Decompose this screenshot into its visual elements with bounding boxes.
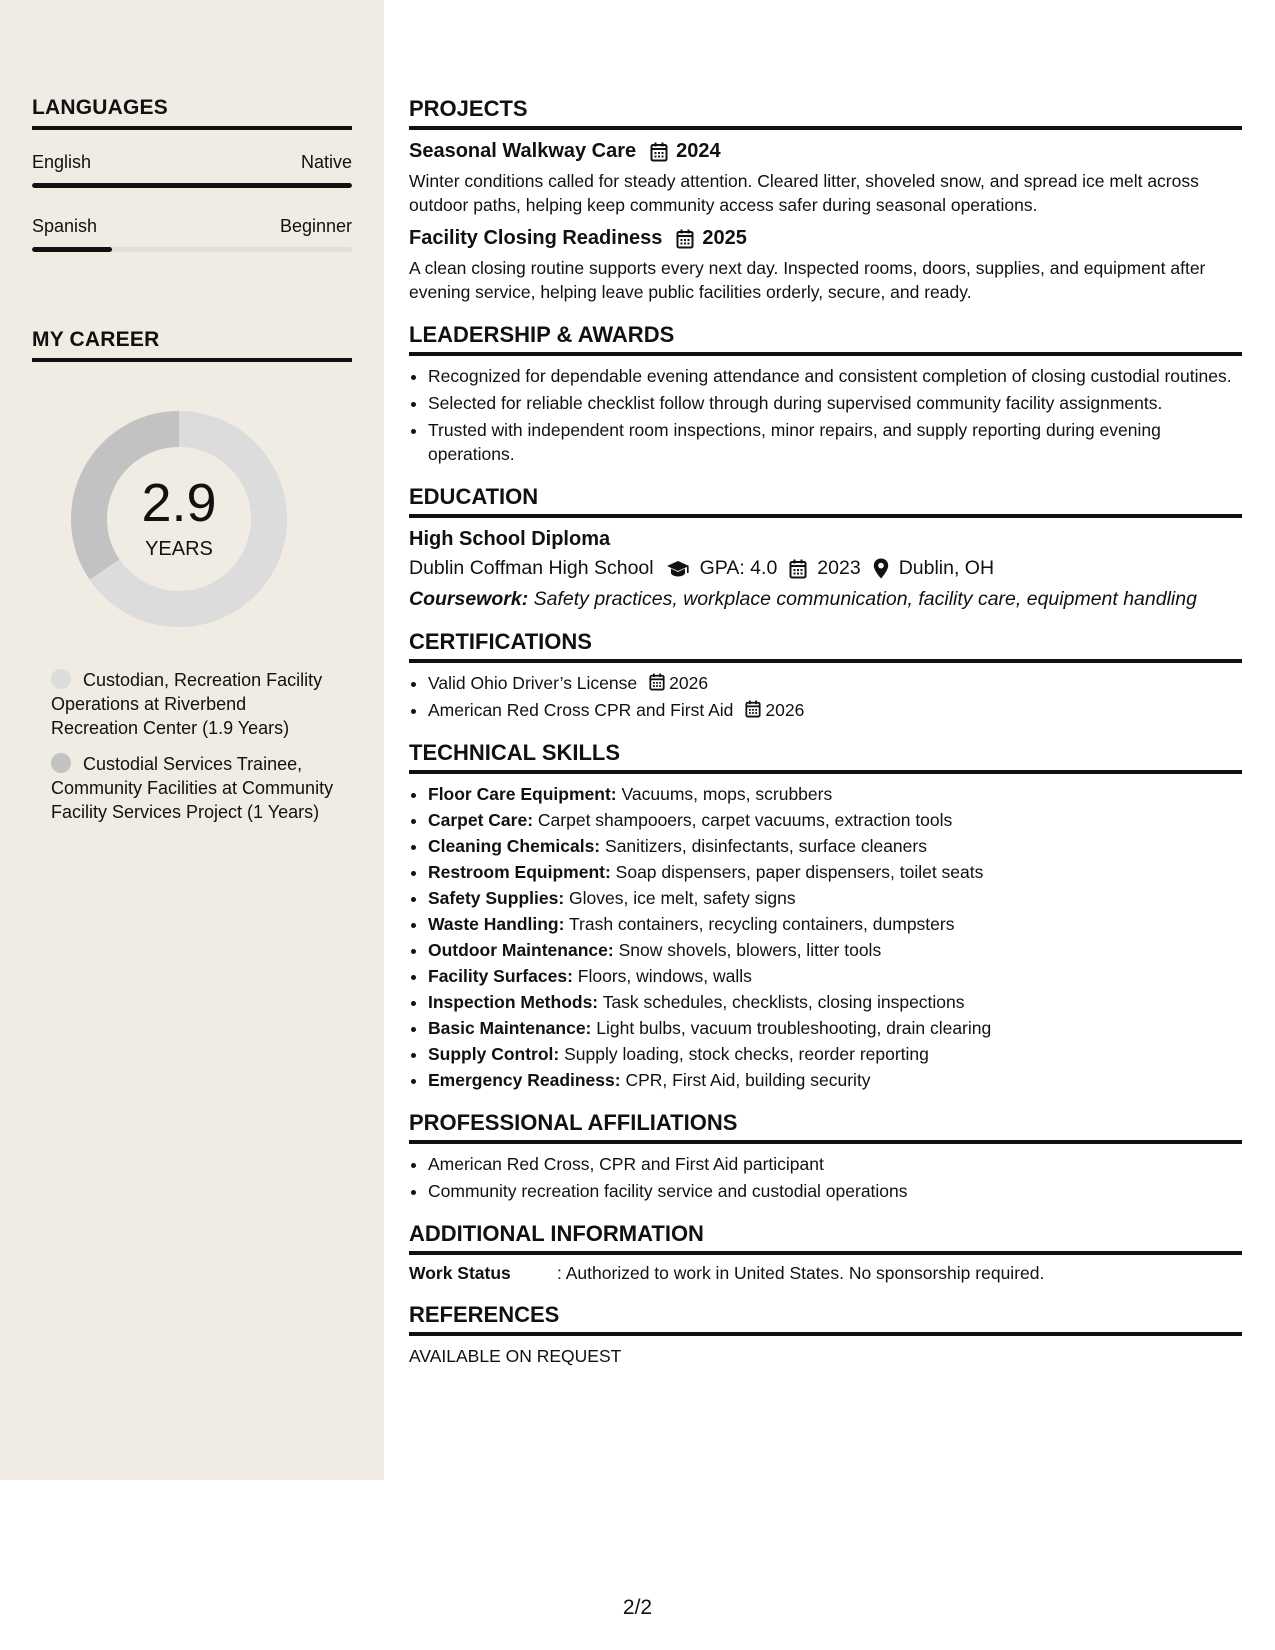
certification-year: 2026 bbox=[765, 700, 805, 720]
career-legend-dot bbox=[51, 669, 71, 689]
skill-value: Soap dispensers, paper dispensers, toilet seats bbox=[615, 862, 984, 882]
coursework-text: Safety practices, workplace communication, facility care, equipment handling bbox=[533, 588, 1197, 610]
skill-value: Task schedules, checklists, closing inspections bbox=[602, 992, 965, 1012]
leadership-heading: LEADERSHIP & AWARDS bbox=[409, 322, 1242, 356]
affiliation-item: • Community recreation facility service and custodial operations bbox=[428, 1179, 1242, 1203]
skill-label: Outdoor Maintenance: bbox=[428, 940, 614, 960]
main-content bbox=[409, 96, 1242, 1385]
language-proficiency-fill bbox=[32, 247, 112, 252]
skill-label: Emergency Readiness: bbox=[428, 1070, 621, 1090]
career-total-value: 2.9 bbox=[141, 473, 217, 533]
references-section bbox=[409, 1302, 1242, 1367]
language-item bbox=[32, 216, 352, 252]
page-number: 2/2 bbox=[622, 1596, 653, 1619]
certification-item bbox=[428, 698, 1242, 722]
additional-section bbox=[409, 1221, 1242, 1284]
languages-list bbox=[32, 152, 352, 252]
work-status-row bbox=[409, 1263, 1242, 1284]
skill-label: Restroom Equipment: bbox=[428, 862, 611, 882]
education-location: Dublin, OH bbox=[898, 557, 995, 579]
language-level: Native bbox=[300, 152, 352, 172]
projects-heading: PROJECTS bbox=[409, 96, 1242, 130]
certification-year: 2026 bbox=[669, 673, 709, 693]
project-header bbox=[409, 227, 1242, 250]
career-legend-label: Custodian, Recreation Facility Operations at Riverbend Recreation Center (1.9 Years) bbox=[51, 670, 323, 738]
language-name: English bbox=[32, 152, 92, 172]
skill-value: Gloves, ice melt, safety signs bbox=[569, 888, 796, 908]
skill-label: Cleaning Chemicals: bbox=[428, 836, 601, 856]
language-proficiency-bar bbox=[32, 247, 352, 252]
references-heading: REFERENCES bbox=[409, 1302, 1242, 1336]
education-details bbox=[409, 557, 1242, 580]
skill-item bbox=[428, 1042, 1242, 1066]
skill-value: Sanitizers, disinfectants, surface cleaners bbox=[605, 836, 927, 856]
skill-value: Trash containers, recycling containers, dumpsters bbox=[568, 914, 955, 934]
project-item bbox=[409, 227, 1242, 304]
skills-section bbox=[409, 740, 1242, 1092]
affiliation-item: • American Red Cross, CPR and First Aid participant bbox=[428, 1152, 1242, 1176]
skills-list bbox=[409, 782, 1242, 1092]
skill-item bbox=[428, 938, 1242, 962]
graduation-cap-icon bbox=[666, 560, 690, 578]
sidebar bbox=[0, 0, 384, 1480]
skill-value: Vacuums, mops, scrubbers bbox=[621, 784, 833, 804]
additional-heading: ADDITIONAL INFORMATION bbox=[409, 1221, 1242, 1255]
career-legend-label: Custodial Services Trainee, Community Facilities at Community Facility Services Project (1 Years) bbox=[51, 754, 334, 822]
language-name: Spanish bbox=[32, 216, 98, 236]
career-legend-item bbox=[51, 668, 336, 740]
skill-value: Floors, windows, walls bbox=[577, 966, 752, 986]
skill-label: Facility Surfaces: bbox=[428, 966, 573, 986]
leadership-item: • Selected for reliable checklist follow through during supervised community facility assignments. bbox=[428, 391, 1242, 415]
career-legend-item bbox=[51, 752, 336, 824]
skill-item bbox=[428, 990, 1242, 1014]
languages-heading: LANGUAGES bbox=[32, 96, 352, 130]
education-school: Dublin Coffman High School bbox=[409, 557, 654, 579]
skill-item bbox=[428, 860, 1242, 884]
certifications-section bbox=[409, 629, 1242, 722]
calendar-icon bbox=[676, 229, 694, 249]
language-row bbox=[32, 216, 352, 237]
education-degree: High School Diploma bbox=[409, 528, 611, 550]
language-level: Beginner bbox=[279, 216, 352, 236]
education-gpa: GPA: 4.0 bbox=[699, 557, 778, 579]
education-year: 2023 bbox=[817, 557, 861, 579]
language-row bbox=[32, 152, 352, 173]
certifications-heading: CERTIFICATIONS bbox=[409, 629, 1242, 663]
project-description: Winter conditions called for steady attention. Cleared litter, shoveled snow, and spread ice melt across outdoor paths, helping keep community access safer during seasonal operations. bbox=[409, 171, 1199, 215]
certifications-list bbox=[409, 671, 1242, 722]
skill-value: Light bulbs, vacuum troubleshooting, drain clearing bbox=[596, 1018, 992, 1038]
certification-name: Valid Ohio Driver’s License bbox=[428, 673, 638, 693]
calendar-icon bbox=[649, 673, 665, 691]
coursework-label: Coursework: bbox=[409, 588, 529, 610]
skill-item bbox=[428, 1016, 1242, 1040]
career-legend-dot bbox=[51, 753, 71, 773]
skill-item bbox=[428, 912, 1242, 936]
certification-item bbox=[428, 671, 1242, 695]
career-total-unit: YEARS bbox=[145, 538, 213, 560]
career-legend bbox=[32, 668, 336, 824]
education-heading: EDUCATION bbox=[409, 484, 1242, 518]
affiliations-list bbox=[409, 1152, 1242, 1203]
skills-heading: TECHNICAL SKILLS bbox=[409, 740, 1242, 774]
project-item bbox=[409, 140, 1242, 217]
skill-label: Carpet Care: bbox=[428, 810, 534, 830]
skill-value: Carpet shampooers, carpet vacuums, extraction tools bbox=[537, 810, 953, 830]
language-item bbox=[32, 152, 352, 188]
project-header bbox=[409, 140, 1242, 163]
affiliations-section bbox=[409, 1110, 1242, 1203]
skill-item bbox=[428, 886, 1242, 910]
affiliations-heading: PROFESSIONAL AFFILIATIONS bbox=[409, 1110, 1242, 1144]
skill-label: Basic Maintenance: bbox=[428, 1018, 592, 1038]
project-title: Facility Closing Readiness bbox=[409, 227, 663, 249]
skill-item bbox=[428, 834, 1242, 858]
language-proficiency-fill bbox=[32, 183, 352, 188]
skill-item bbox=[428, 808, 1242, 832]
references-text: AVAILABLE ON REQUEST bbox=[409, 1346, 622, 1366]
skill-item bbox=[428, 964, 1242, 988]
sidebar-content bbox=[32, 96, 352, 836]
leadership-section bbox=[409, 322, 1242, 466]
skill-label: Floor Care Equipment: bbox=[428, 784, 617, 804]
leadership-item: • Trusted with independent room inspections, minor repairs, and supply reporting during evening operations. bbox=[428, 418, 1242, 466]
career-heading: MY CAREER bbox=[32, 328, 352, 362]
projects-section bbox=[409, 96, 1242, 304]
skill-item bbox=[428, 782, 1242, 806]
leadership-item: • Recognized for dependable evening attendance and consistent completion of closing custodial routines. bbox=[428, 364, 1242, 388]
calendar-icon bbox=[789, 559, 807, 579]
skill-value: Supply loading, stock checks, reorder reporting bbox=[564, 1044, 929, 1064]
work-status-label: Work Status bbox=[409, 1263, 511, 1283]
project-year: 2024 bbox=[676, 140, 721, 162]
location-pin-icon bbox=[873, 558, 889, 579]
projects-list bbox=[409, 140, 1242, 304]
work-status-value: : Authorized to work in United States. No sponsorship required. bbox=[557, 1263, 1045, 1283]
project-title: Seasonal Walkway Care bbox=[409, 140, 637, 162]
career-donut-chart bbox=[66, 406, 292, 632]
skill-value: CPR, First Aid, building security bbox=[625, 1070, 871, 1090]
calendar-icon bbox=[745, 700, 761, 718]
skill-label: Waste Handling: bbox=[428, 914, 565, 934]
certification-name: American Red Cross CPR and First Aid bbox=[428, 700, 734, 720]
skill-value: Snow shovels, blowers, litter tools bbox=[618, 940, 882, 960]
education-section bbox=[409, 484, 1242, 611]
language-proficiency-bar bbox=[32, 183, 352, 188]
career-donut-center bbox=[66, 406, 292, 632]
education-coursework bbox=[409, 588, 1242, 611]
skill-item bbox=[428, 1068, 1242, 1092]
project-year: 2025 bbox=[702, 227, 747, 249]
skill-label: Safety Supplies: bbox=[428, 888, 565, 908]
calendar-icon bbox=[650, 142, 668, 162]
skill-label: Inspection Methods: bbox=[428, 992, 599, 1012]
skill-label: Supply Control: bbox=[428, 1044, 560, 1064]
project-description: A clean closing routine supports every next day. Inspected rooms, doors, supplies, and equipment after evening service, helping leave public facilities orderly, secure, and ready. bbox=[409, 258, 1206, 302]
leadership-list bbox=[409, 364, 1242, 466]
